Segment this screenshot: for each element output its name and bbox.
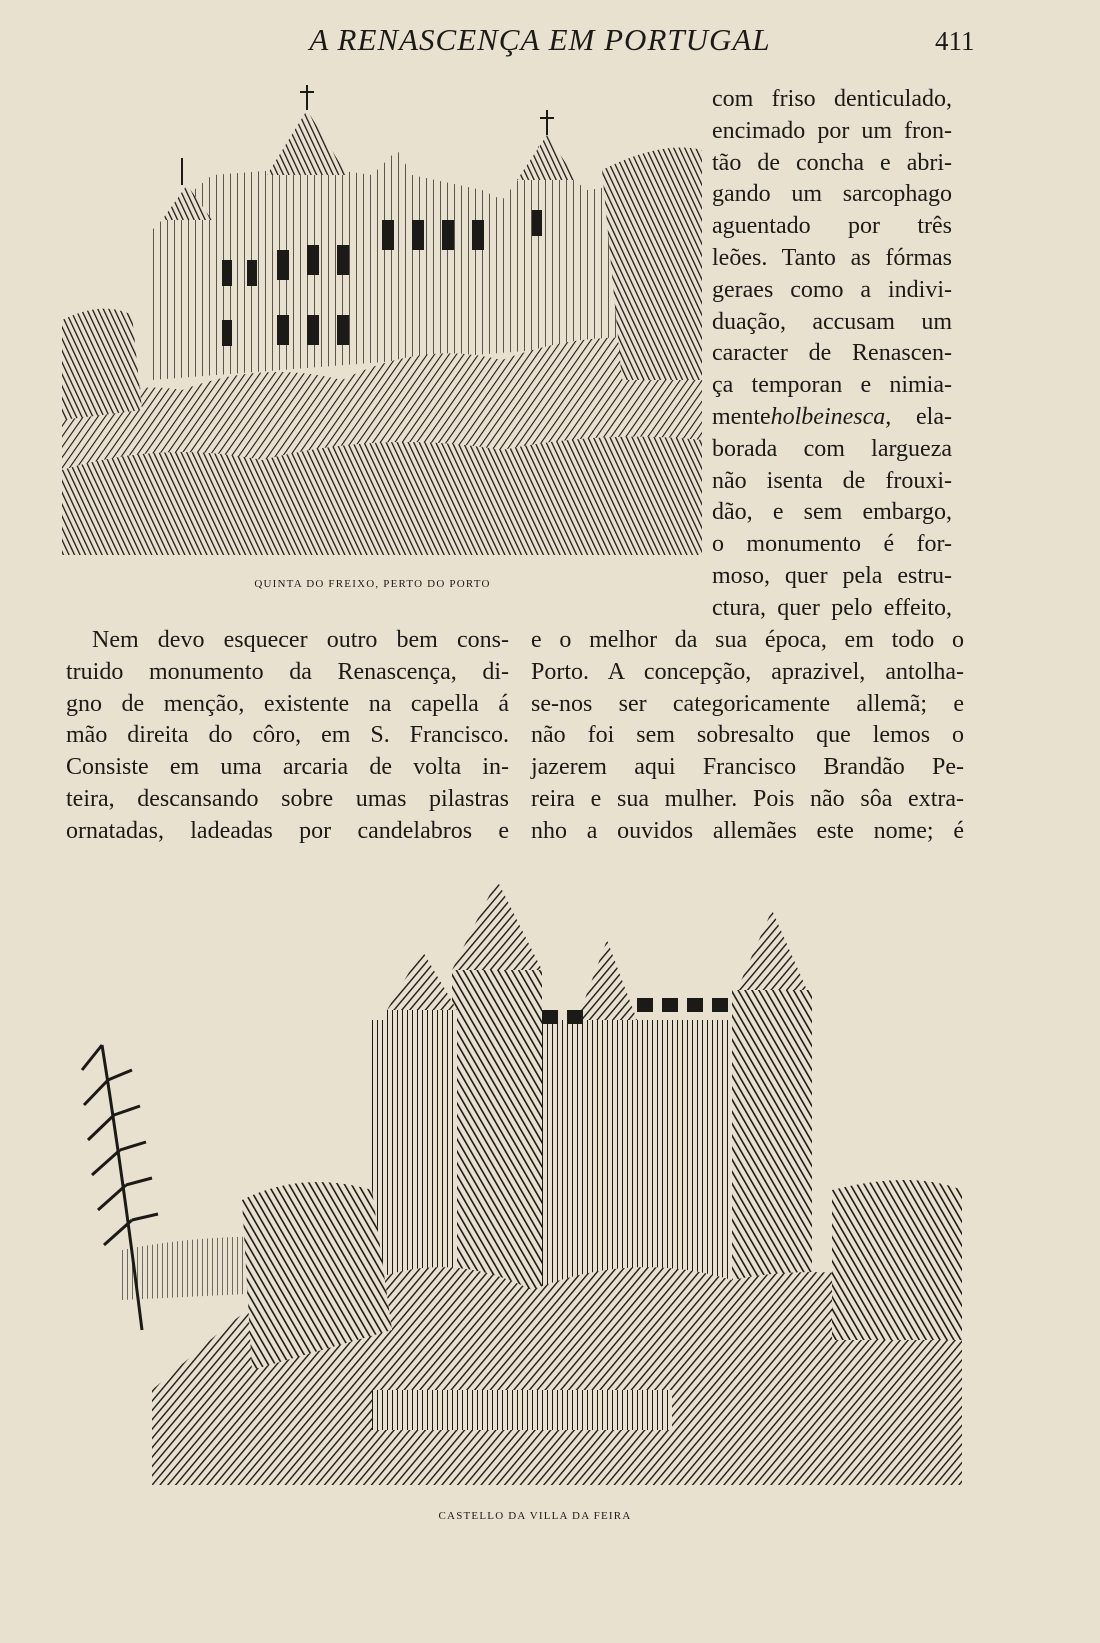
figure-caption-top: QUINTA DO FREIXO, PERTO DO PORTO — [254, 578, 491, 590]
text-line: se-nos ser categoricamente allemã; e — [531, 690, 964, 717]
text-line: não foi sem sobresalto que lemos o — [531, 722, 964, 749]
text-line: Porto. A concepção, aprazivel, antolha- — [531, 658, 964, 685]
text-line: reira e sua mulher. Pois não sôa extra- — [531, 785, 964, 812]
text-line: gno de menção, existente na capella á — [66, 690, 509, 717]
text-line: com friso denticulado, — [712, 86, 952, 112]
text-word: mente — [712, 403, 771, 430]
text-fragment: ela- — [916, 403, 952, 430]
text-line: Consiste em uma arcaria de volta in- — [66, 754, 509, 781]
text-line: geraes como a indivi- — [712, 276, 952, 303]
text-line: ornatadas, ladeadas por candelabros e — [66, 817, 509, 844]
running-title: A RENASCENÇA EM PORTUGAL — [309, 22, 771, 57]
page-number: 411 — [935, 26, 975, 56]
text-line — [712, 402, 952, 434]
text-line: mão direita do côro, em S. Francisco. — [66, 722, 509, 749]
text-fragment — [712, 402, 891, 434]
right-column-lower — [531, 625, 964, 848]
italic-word: holbeinesca, — [770, 403, 892, 430]
figure-caption-bottom: CASTELLO DA VILLA DA FEIRA — [438, 1510, 632, 1522]
text-line: duação, accusam um — [712, 308, 952, 335]
text-line: não isenta de frouxi- — [712, 467, 952, 494]
castello-da-feira-engraving — [72, 870, 1012, 1485]
text-line: o monumento é for- — [712, 531, 952, 558]
text-line: ctura, quer pelo effeito, — [712, 594, 952, 621]
text-line: leões. Tanto as fórmas — [712, 244, 952, 271]
text-line: nho a ouvidos allemães este nome; é — [531, 817, 964, 844]
text-line: tão de concha e abri- — [712, 149, 952, 176]
text-line: Nem devo esquecer outro bem cons- — [92, 627, 509, 653]
text-line: moso, quer pela estru- — [712, 562, 952, 589]
text-line: e o melhor da sua época, em todo o — [531, 627, 964, 653]
text-line: jazerem aqui Francisco Brandão Pe- — [531, 754, 964, 781]
text-line: gando um sarcophago — [712, 181, 952, 208]
text-line: aguentado por três — [712, 213, 952, 240]
text-line: ça temporan e nimia- — [712, 372, 952, 399]
quinta-do-freixo-engraving — [62, 80, 702, 555]
text-line: teira, descansando sobre umas pilastras — [66, 785, 509, 812]
text-line: dão, e sem embargo, — [712, 499, 952, 526]
text-line: encimado por um fron- — [712, 117, 952, 144]
text-line: borada com largueza — [712, 435, 952, 462]
left-column — [66, 625, 509, 848]
text-line: truido monumento da Renascença, di- — [66, 658, 509, 685]
text-line: caracter de Renascen- — [712, 340, 952, 367]
right-column-upper — [712, 84, 952, 625]
